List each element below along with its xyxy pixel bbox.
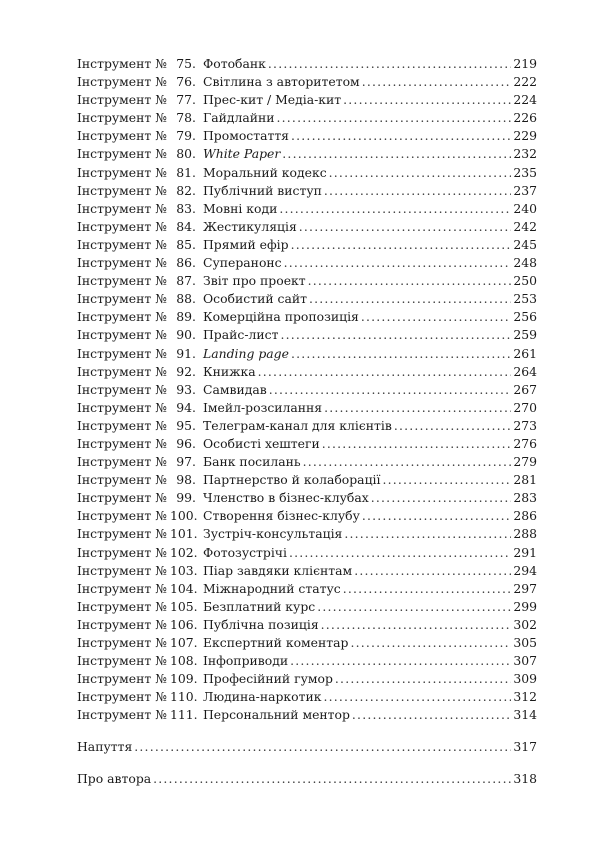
toc-row [77,562,537,580]
toc-entry-label: Інструмент № [77,309,167,325]
toc-row [77,670,537,688]
toc-entry-number: 85. [176,236,196,252]
toc-leader-dots [343,91,511,109]
toc-entry-number: 109. [170,671,198,687]
toc-entry-title: Світлина з авторитетом [203,74,360,90]
toc-entry-title: Професійний гумор [203,671,333,687]
toc-entry-number: 79. [176,128,196,144]
toc-leader-dots [362,507,511,525]
toc-entry-label: Інструмент № [77,200,167,216]
toc-entry-title: Експертний коментар [203,635,349,650]
toc-row [77,616,537,634]
toc-entry-label: Інструмент № [77,327,167,343]
toc-leader-dots [321,616,512,634]
toc-entry-label: Інструмент № [77,218,167,234]
toc-entry-page: 276 [513,435,537,451]
toc-entry-label: Інструмент № [77,182,167,198]
toc-leader-dots [284,254,512,272]
toc-row [77,218,537,236]
toc-row [77,706,537,724]
toc-leader-dots [361,308,511,326]
toc-leader-dots [268,55,511,73]
toc-leader-dots [354,562,511,580]
toc-entry-page: 273 [513,417,537,433]
toc-leader-dots [343,580,512,598]
toc-entry-title: Прайс-лист [203,327,279,343]
toc-entry-number: 99. [176,490,196,506]
toc-row [77,580,537,598]
toc-leader-dots [317,598,511,616]
toc-entry-title: Прямий ефір [203,236,289,252]
toc-row [77,363,537,381]
toc-row [77,453,537,471]
toc-row [77,507,537,525]
toc-row [77,381,537,399]
toc-entry-label: Інструмент № [77,435,167,451]
toc-entry-title: White Paper [203,146,281,162]
toc-entry-page: 229 [513,128,537,144]
toc-entry-label: Інструмент № [77,490,167,506]
toc-leader-dots [258,363,512,381]
toc-entry-label: Інструмент № [77,164,167,180]
toc-leader-dots [324,182,511,200]
toc-leader-dots [352,706,511,724]
toc-entry-title: Піар завдяки клієнтам [203,562,353,578]
toc-row [77,598,537,616]
toc-row [77,236,537,254]
toc-entry-title: Імейл-розсилання [203,399,323,415]
toc-entry-page: 256 [513,309,537,325]
toc-entry-number: 91. [176,345,196,361]
toc-entry-page: 224 [513,92,537,108]
toc-entry-number: 96. [176,435,196,451]
toc-entry-title: Фотозустрічі [203,544,287,560]
toc-entry-number: 82. [176,182,196,198]
toc-entry-number: 101. [170,526,198,542]
toc-entry-number: 95. [176,417,196,433]
toc-leader-dots [335,670,511,688]
toc-entry-title: Мовні коди [203,200,278,216]
toc-leader-dots [134,738,511,756]
toc-leader-dots [322,435,512,453]
toc-leader-dots [269,381,512,399]
toc-entry-title: Самвидав [203,381,267,397]
table-of-contents [77,55,537,790]
toc-entry-title: Напуття [77,739,133,755]
toc-entry-title: Про автора [77,771,152,787]
toc-entry-number: 90. [176,327,196,343]
toc-entry-title: Членство в бізнес-клубах [203,490,369,506]
toc-entry-number: 76. [176,74,196,90]
toc-entry-title: Міжнародний статус [203,580,341,596]
toc-entries [77,55,537,724]
toc-leader-dots [344,525,511,543]
toc-extra-row [77,738,537,758]
toc-entry-page: 237 [513,182,537,198]
toc-entry-page: 281 [513,472,537,488]
toc-row [77,182,537,200]
toc-entry-number: 103. [170,562,198,578]
toc-entry-label: Інструмент № [77,273,167,289]
toc-row [77,254,537,272]
toc-entry-number: 77. [176,92,196,108]
toc-row [77,399,537,417]
toc-entry-number: 100. [170,508,198,524]
toc-entry-title: Комерційна пропозиція [203,309,359,325]
toc-leader-dots [329,164,512,182]
toc-entry-number: 80. [176,146,196,162]
toc-entry-label: Інструмент № [77,544,167,560]
toc-entry-page: 240 [513,200,537,216]
toc-entry-label: Інструмент № [77,598,167,614]
toc-entry-label: Інструмент № [77,472,167,488]
toc-entry-page: 235 [513,164,537,180]
toc-entry-label: Інструмент № [77,146,167,162]
toc-entry-title: Звіт про проект [203,273,306,289]
toc-entry-page: 312 [513,689,537,705]
toc-row [77,652,537,670]
toc-leader-dots [324,688,512,706]
toc-row [77,127,537,145]
toc-entry-title: Безплатний курс [203,598,316,614]
toc-leader-dots [309,290,511,308]
toc-row [77,73,537,91]
toc-entry-page: 267 [513,381,537,397]
toc-entry-title: Банк посилань [203,454,301,470]
toc-entry-label: Інструмент № [77,562,167,578]
toc-leader-dots [291,127,511,145]
toc-row [77,688,537,706]
toc-entry-number: 88. [176,291,196,307]
toc-leader-dots [153,770,511,788]
toc-entry-number: 105. [170,598,198,614]
toc-leader-dots [362,73,512,91]
toc-entry-title: Промостаття [203,128,290,144]
toc-entry-page: 299 [513,598,537,614]
toc-entry-label: Інструмент № [77,616,167,632]
toc-row [77,91,537,109]
toc-entry-page: 242 [513,218,537,234]
toc-entry-number: 78. [176,110,196,126]
toc-entry-page: 245 [513,236,537,252]
toc-entry-number: 107. [170,635,198,650]
toc-leader-dots [291,236,512,254]
toc-entry-label: Інструмент № [77,689,167,705]
toc-entry-page: 222 [513,74,537,90]
toc-entry-page: 286 [513,508,537,524]
toc-entry-number: 92. [176,363,196,379]
toc-extra-row [77,770,537,790]
toc-entry-number: 86. [176,255,196,271]
toc-entry-page: 294 [513,562,537,578]
toc-leader-dots [299,218,512,236]
toc-entry-number: 106. [170,616,198,632]
toc-row [77,471,537,489]
toc-leader-dots [277,109,512,127]
section-gap [77,758,537,770]
toc-entry-number: 97. [176,454,196,470]
toc-entry-number: 98. [176,472,196,488]
toc-entry-page: 259 [513,327,537,343]
toc-entry-label: Інструмент № [77,128,167,144]
toc-entry-label: Інструмент № [77,653,167,669]
toc-entry-page: 309 [513,671,537,687]
toc-leader-dots [324,399,511,417]
toc-entry-label: Інструмент № [77,363,167,379]
toc-leader-dots [350,634,511,652]
toc-leader-dots [282,145,511,163]
toc-row [77,525,537,543]
toc-row [77,109,537,127]
toc-entry-label: Інструмент № [77,291,167,307]
toc-entry-page: 279 [513,454,537,470]
toc-entry-page: 317 [513,739,537,755]
toc-entry-title: Книжка [203,363,256,379]
toc-entry-page: 232 [513,146,537,162]
toc-entry-label: Інструмент № [77,508,167,524]
toc-entry-title: Партнерство й колаборації [203,472,381,488]
toc-entry-label: Інструмент № [77,399,167,415]
toc-entry-title: Особистий сайт [203,291,307,307]
toc-leader-dots [289,544,511,562]
toc-entry-title: Гайдлайни [203,110,275,126]
toc-entry-title: Особисті хештеги [203,435,320,451]
toc-entry-number: 94. [176,399,196,415]
toc-entry-number: 108. [170,653,198,669]
toc-row [77,345,537,363]
toc-entry-page: 288 [513,526,537,542]
toc-entry-number: 83. [176,200,196,216]
toc-entry-number: 75. [176,56,196,71]
toc-leader-dots [291,345,511,363]
toc-entry-label: Інструмент № [77,580,167,596]
toc-entry-page: 248 [513,255,537,271]
toc-entry-page: 302 [513,616,537,632]
toc-entry-title: Прес-кит / Медіа-кит [203,92,342,108]
toc-entry-page: 283 [513,490,537,506]
toc-row [77,634,537,652]
toc-entry-label: Інструмент № [77,526,167,542]
toc-leader-dots [382,471,511,489]
toc-entry-page: 264 [513,363,537,379]
toc-entry-title: Фотобанк [203,56,266,71]
toc-leader-dots [308,272,512,290]
toc-row [77,200,537,218]
toc-row [77,435,537,453]
toc-entry-title: Публічна позиція [203,616,319,632]
toc-entry-page: 291 [513,544,537,560]
toc-entry-label: Інструмент № [77,707,167,723]
toc-row [77,55,537,73]
toc-row [77,326,537,344]
toc-entry-page: 305 [513,635,537,650]
toc-leader-dots [394,417,511,435]
toc-entry-label: Інструмент № [77,74,167,90]
toc-entry-number: 81. [176,164,196,180]
toc-entry-label: Інструмент № [77,635,167,650]
toc-entry-title: Людина-наркотик [203,689,322,705]
toc-entry-number: 89. [176,309,196,325]
toc-entry-page: 219 [513,56,537,71]
toc-entry-page: 314 [513,707,537,723]
toc-entry-title: Інфоприводи [203,653,289,669]
toc-entry-label: Інструмент № [77,110,167,126]
toc-row [77,544,537,562]
toc-row [77,272,537,290]
toc-leader-dots [290,652,511,670]
toc-entry-page: 297 [513,580,537,596]
toc-entry-page: 307 [513,653,537,669]
toc-entry-label: Інструмент № [77,345,167,361]
toc-entry-page: 250 [513,273,537,289]
toc-entry-label: Інструмент № [77,454,167,470]
toc-entry-label: Інструмент № [77,255,167,271]
toc-entry-title: Landing page [203,345,289,361]
toc-leader-dots [371,489,512,507]
toc-entry-page: 253 [513,291,537,307]
toc-leader-dots [280,326,511,344]
toc-entry-label: Інструмент № [77,236,167,252]
toc-entry-number: 87. [176,273,196,289]
toc-row [77,145,537,163]
toc-entry-number: 104. [170,580,198,596]
toc-row [77,308,537,326]
toc-row [77,290,537,308]
toc-row [77,489,537,507]
toc-entry-page: 270 [513,399,537,415]
toc-entry-title: Створення бізнес-клубу [203,508,360,524]
toc-row [77,164,537,182]
toc-entry-number: 84. [176,218,196,234]
toc-leader-dots [279,200,511,218]
toc-entry-title: Телеграм-канал для клієнтів [203,417,392,433]
section-gap [77,724,537,738]
toc-entry-title: Персональний ментор [203,707,350,723]
toc-entry-label: Інструмент № [77,56,167,71]
toc-entry-title: Жестикуляція [203,218,297,234]
toc-entry-number: 102. [170,544,198,560]
toc-entry-label: Інструмент № [77,381,167,397]
toc-entry-page: 226 [513,110,537,126]
toc-entry-label: Інструмент № [77,671,167,687]
toc-entry-title: Публічний виступ [203,182,322,198]
toc-entry-page: 318 [513,771,537,787]
toc-entry-number: 93. [176,381,196,397]
toc-entry-title: Суперанонс [203,255,282,271]
toc-entry-label: Інструмент № [77,92,167,108]
toc-row [77,417,537,435]
toc-entry-title: Моральний кодекс [203,164,327,180]
toc-leader-dots [303,453,512,471]
toc-entry-label: Інструмент № [77,417,167,433]
toc-entry-title: Зустріч-консультація [203,526,343,542]
toc-entry-number: 110. [170,689,198,705]
toc-entry-page: 261 [513,345,537,361]
toc-entry-number: 111. [170,707,198,723]
